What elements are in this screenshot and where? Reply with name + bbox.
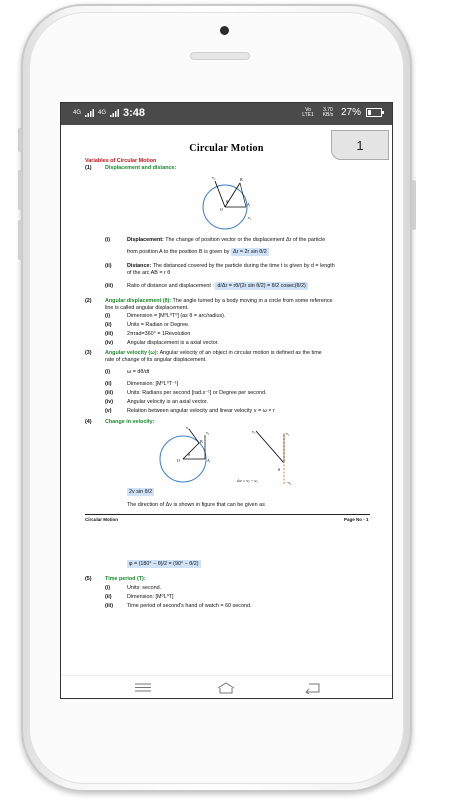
s2-number: (2) bbox=[85, 298, 92, 304]
w-ii-num: (ii) bbox=[105, 381, 112, 387]
status-bar bbox=[61, 103, 392, 125]
distance-text-2: of the arc AB = r θ bbox=[127, 270, 171, 276]
s4-number: (4) bbox=[85, 419, 92, 425]
volte-indicator: Vo LTE1 bbox=[302, 106, 314, 118]
clock: 3:48 bbox=[123, 107, 146, 119]
svg-text:A: A bbox=[247, 202, 250, 207]
footer-left: Circular Motion bbox=[85, 517, 119, 522]
change-velocity-formula: 2v sin θ/2 bbox=[129, 489, 153, 495]
navigation-bar bbox=[61, 675, 392, 699]
d-i-num: (i) bbox=[105, 237, 111, 243]
t-iii-num: (iii) bbox=[105, 603, 114, 609]
displacement-text: The change of position vector or the displacement Δr of the particle bbox=[165, 237, 326, 243]
d-iii-num: (iii) bbox=[105, 283, 114, 289]
earpiece-speaker bbox=[190, 52, 250, 60]
s2-text-2: line is called angular displacement. bbox=[105, 305, 189, 311]
svg-text:v₂: v₂ bbox=[212, 175, 216, 180]
battery-icon bbox=[366, 108, 382, 117]
power-button bbox=[412, 180, 416, 230]
svg-text:−v₁: −v₁ bbox=[286, 480, 292, 485]
w-v-text: Relation between angular velocity and linear velocity v = ω × r bbox=[127, 408, 275, 414]
svg-text:A: A bbox=[207, 458, 210, 463]
displacement-diagram bbox=[198, 173, 260, 231]
w-i-num: (i) bbox=[105, 369, 111, 375]
s2-text: The angle turned by a body moving in a circle from some reference bbox=[172, 298, 333, 304]
w-v-num: (v) bbox=[105, 408, 112, 414]
page-title: Circular Motion bbox=[189, 143, 264, 154]
a-iv-num: (iv) bbox=[105, 340, 114, 346]
volume-down-button bbox=[18, 220, 22, 260]
displacement-label: Displacement: bbox=[127, 237, 164, 243]
section-heading: Variables of Circular Motion bbox=[85, 158, 157, 164]
svg-text:B: B bbox=[200, 439, 203, 444]
svg-text:O: O bbox=[177, 458, 180, 463]
ratio-text: Ratio of distance and displacement : bbox=[127, 283, 214, 289]
w-iii-num: (iii) bbox=[105, 390, 114, 396]
svg-text:θ: θ bbox=[278, 467, 280, 472]
phi-formula: φ = (180° − θ)/2 = (90° − θ/2) bbox=[129, 561, 199, 567]
s3-text: Angular velocity of an object in circular motion is defined as the time bbox=[159, 350, 322, 356]
w-ii-text: Dimension: [M⁰L⁰T⁻¹] bbox=[127, 381, 179, 387]
svg-text:θ: θ bbox=[226, 199, 228, 204]
svg-text:O: O bbox=[220, 207, 223, 212]
change-velocity-direction: The direction of Δv is shown in figure that can be given as bbox=[127, 502, 265, 508]
w-iv-num: (iv) bbox=[105, 399, 114, 405]
svg-text:v₁: v₁ bbox=[248, 215, 252, 220]
w-iv-text: Angular velocity is an axial vector. bbox=[127, 399, 208, 405]
t-ii-text: Dimension: [M⁰L⁰T] bbox=[127, 594, 174, 600]
back-icon[interactable] bbox=[303, 681, 323, 694]
t-ii-num: (ii) bbox=[105, 594, 112, 600]
footer-right: Page No - 1 bbox=[344, 517, 369, 522]
svg-text:v₂: v₂ bbox=[252, 429, 256, 434]
signal-1-label: 4G bbox=[73, 110, 82, 116]
svg-text:θ: θ bbox=[188, 452, 190, 457]
svg-text:v₂: v₂ bbox=[186, 425, 190, 430]
s1-number: (1) bbox=[85, 165, 92, 171]
a-ii-num: (ii) bbox=[105, 322, 112, 328]
mute-switch bbox=[18, 128, 22, 152]
displacement-formula: Δr = 2r sin θ/2 bbox=[232, 249, 267, 255]
home-icon[interactable] bbox=[216, 681, 236, 694]
t-i-text: Units: second. bbox=[127, 585, 162, 591]
signal-2-label: 4G bbox=[98, 110, 107, 116]
velocity-circle-diagram bbox=[153, 425, 223, 485]
s5-number: (5) bbox=[85, 576, 92, 582]
battery-percent: 27% bbox=[340, 107, 361, 118]
signal-bars-2-icon bbox=[110, 109, 119, 117]
a-iii-num: (iii) bbox=[105, 331, 114, 337]
t-iii-text: Time period of second's hand of watch = 60 second. bbox=[127, 603, 252, 609]
footer-rule bbox=[85, 514, 370, 515]
distance-text: The distanced covered by the particle during the time t is given by d = length bbox=[152, 263, 335, 269]
a-ii-text: Units = Radian or Degree. bbox=[127, 322, 190, 328]
s4-title: Change in velocity: bbox=[105, 419, 155, 425]
svg-text:v₁: v₁ bbox=[286, 431, 290, 436]
s3-title: Angular velocity (ω): bbox=[105, 350, 159, 356]
page-number-badge[interactable]: 1 bbox=[331, 130, 389, 160]
network-speed: 3.70 KB/s bbox=[322, 106, 334, 118]
svg-text:v₁: v₁ bbox=[206, 430, 210, 435]
a-i-text: Dimension = [M⁰L⁰T⁰] (as θ = arc/radius). bbox=[127, 313, 226, 319]
w-iii-text: Units: Radians per second [rad.s⁻¹] or Degree per second. bbox=[127, 390, 267, 396]
d-ii-num: (ii) bbox=[105, 263, 112, 269]
s3-number: (3) bbox=[85, 350, 92, 356]
s3-text-2: rate of change of its angular displacement. bbox=[105, 357, 207, 363]
battery-fill bbox=[368, 110, 371, 115]
s1-title: Displacement and distance: bbox=[105, 165, 177, 171]
w-i-text: ω = dθ/dt bbox=[127, 369, 150, 375]
volume-up-button bbox=[18, 170, 22, 210]
a-iii-text: 2πrad=360° = 1Revolution bbox=[127, 331, 191, 337]
menu-icon[interactable] bbox=[133, 681, 153, 694]
distance-label: Distance: bbox=[127, 263, 152, 269]
front-camera bbox=[220, 26, 229, 35]
signal-bars-1-icon bbox=[85, 109, 94, 117]
a-iv-text: Angular displacement is a axial vector. bbox=[127, 340, 219, 346]
s5-title: Time period (T): bbox=[105, 576, 146, 582]
ratio-formula: d/Δr = rθ/(2r sin θ/2) = θ/2 cosec(θ/2) bbox=[217, 283, 306, 289]
delta-v-equation: Δv = v₂ − v₁ bbox=[237, 478, 258, 483]
svg-text:B: B bbox=[240, 177, 243, 182]
displacement-text-2: from position A to the position B is given by bbox=[127, 249, 230, 255]
s2-title: Angular displacement (θ): bbox=[105, 298, 172, 304]
screen bbox=[60, 102, 393, 699]
a-i-num: (i) bbox=[105, 313, 111, 319]
document-page[interactable] bbox=[61, 125, 392, 675]
t-i-num: (i) bbox=[105, 585, 111, 591]
